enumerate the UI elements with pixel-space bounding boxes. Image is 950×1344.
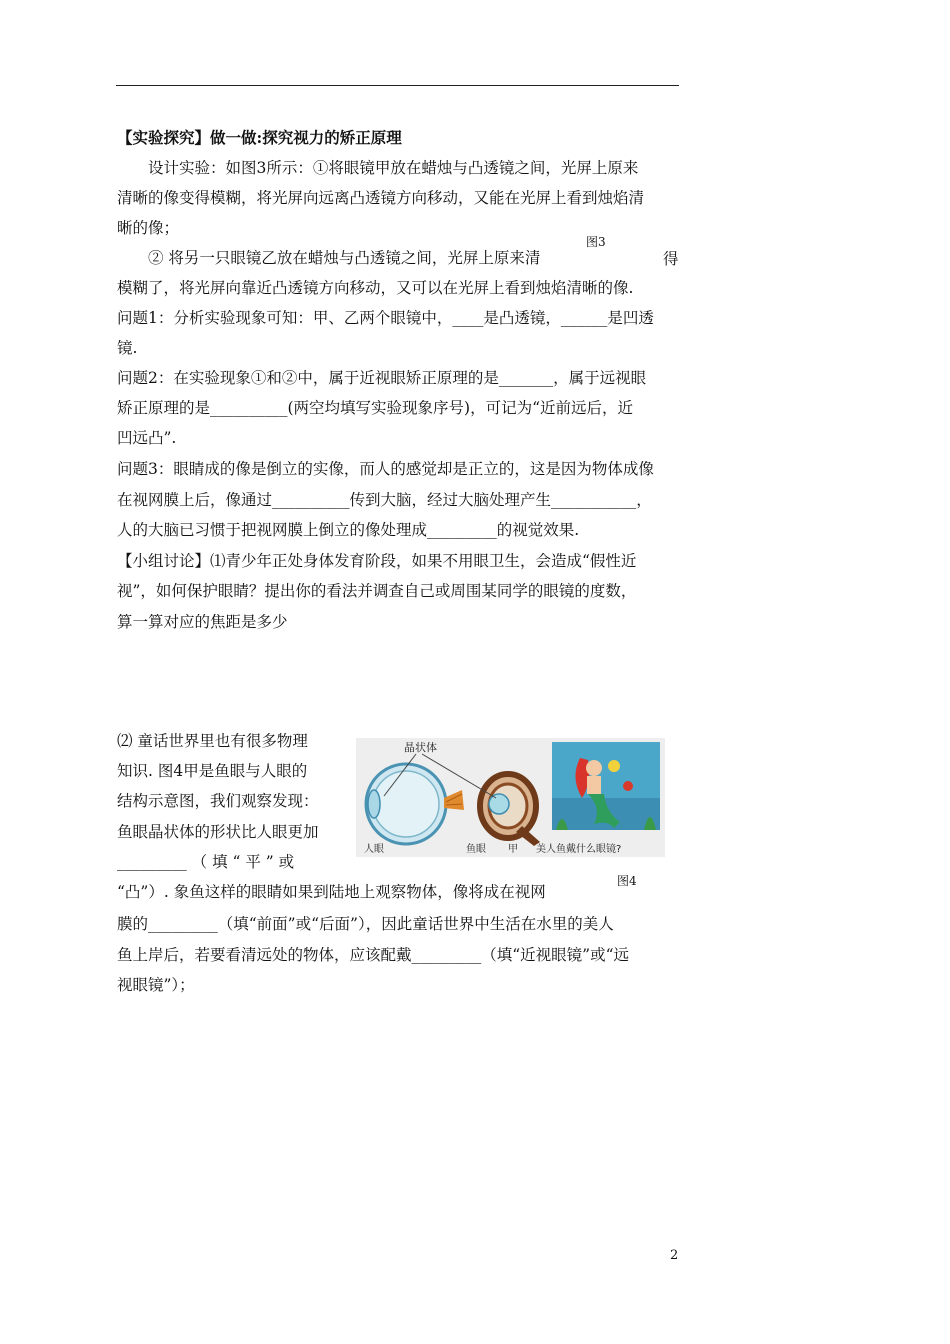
text-line: 视”，如何保护眼睛？提出你的看法并调查自己或周围某同学的眼镜的度数， <box>117 582 637 600</box>
text-line: ② 将另一只眼镜乙放在蜡烛与凸透镜之间，光屏上原来清 <box>148 249 541 267</box>
text-line: 矫正原理的是__________(两空均填写实验现象序号)，可记为“近前远后，近 <box>117 399 634 417</box>
question-3: 问题3：眼睛成的像是倒立的实像，而人的感觉却是正立的，这是因为物体成像 <box>117 460 654 478</box>
text-line: 算一算对应的焦距是多少 <box>117 613 288 631</box>
text-line: 鱼上岸后，若要看清远处的物体，应该配戴_________（填“近视眼镜”或“远 <box>117 946 630 964</box>
figure-4-image <box>356 738 665 857</box>
mermaid-question-label: 美人鱼戴什么眼镜? <box>536 844 622 855</box>
discussion-1: 【小组讨论】⑴青少年正处身体发育阶段，如果不用眼卫生，会造成“假性近 <box>117 552 637 570</box>
text-line: 清晰的像变得模糊，将光屏向远离凸透镜方向移动，又能在光屏上看到烛焰清 <box>117 189 645 207</box>
text-line: 知识. 图4甲是鱼眼与人眼的 <box>117 762 308 780</box>
text-line: 人的大脑已习惯于把视网膜上倒立的像处理成_________的视觉效果. <box>117 521 580 539</box>
figure-4-label: 图4 <box>617 874 637 888</box>
section-title: 【实验探究】做一做:探究视力的矫正原理 <box>117 128 402 147</box>
text-line: 设计实验：如图3所示：①将眼镜甲放在蜡烛与凸透镜之间，光屏上原来 <box>148 159 639 177</box>
text-line: 凹远凸”. <box>117 429 177 447</box>
text-line: 结构示意图，我们观察发现： <box>117 792 319 810</box>
text-line: _________ （ 填 “ 平 ” 或 <box>117 853 295 871</box>
text-line: 膜的_________（填“前面”或“后面”），因此童话世界中生活在水里的美人 <box>117 915 614 933</box>
text-line: 晰的像； <box>117 219 180 237</box>
text-line: 鱼眼晶状体的形状比人眼更加 <box>117 823 319 841</box>
jia-label: 甲 <box>508 844 518 855</box>
question-2: 问题2：在实验现象①和②中，属于近视眼矫正原理的是_______，属于远视眼 <box>117 369 647 387</box>
header-rule <box>116 85 679 86</box>
human-eye-label: 人眼 <box>364 844 384 855</box>
text-line: 镜. <box>117 339 138 357</box>
text-line: 在视网膜上后，像通过__________传到大脑，经过大脑处理产生___________， <box>117 491 652 509</box>
discussion-2: ⑵ 童话世界里也有很多物理 <box>117 732 308 750</box>
fish-eye-label: 鱼眼 <box>466 844 486 855</box>
text-line: 模糊了，将光屏向靠近凸透镜方向移动，又可以在光屏上看到烛焰清晰的像. <box>117 279 634 297</box>
lens-label: 晶状体 <box>404 741 437 754</box>
page-number: 2 <box>670 1248 679 1263</box>
figure-3-label: 图3 <box>586 235 606 249</box>
question-1: 问题1：分析实验现象可知：甲、乙两个眼镜中，____是凸透镜，______是凹透 <box>117 309 654 327</box>
text-fragment: 得 <box>663 250 679 268</box>
mermaid-drawing <box>552 742 660 830</box>
text-line: “凸”）. 象鱼这样的眼睛如果到陆地上观察物体，像将成在视网 <box>117 883 546 901</box>
text-line: 视眼镜”）； <box>117 976 195 994</box>
